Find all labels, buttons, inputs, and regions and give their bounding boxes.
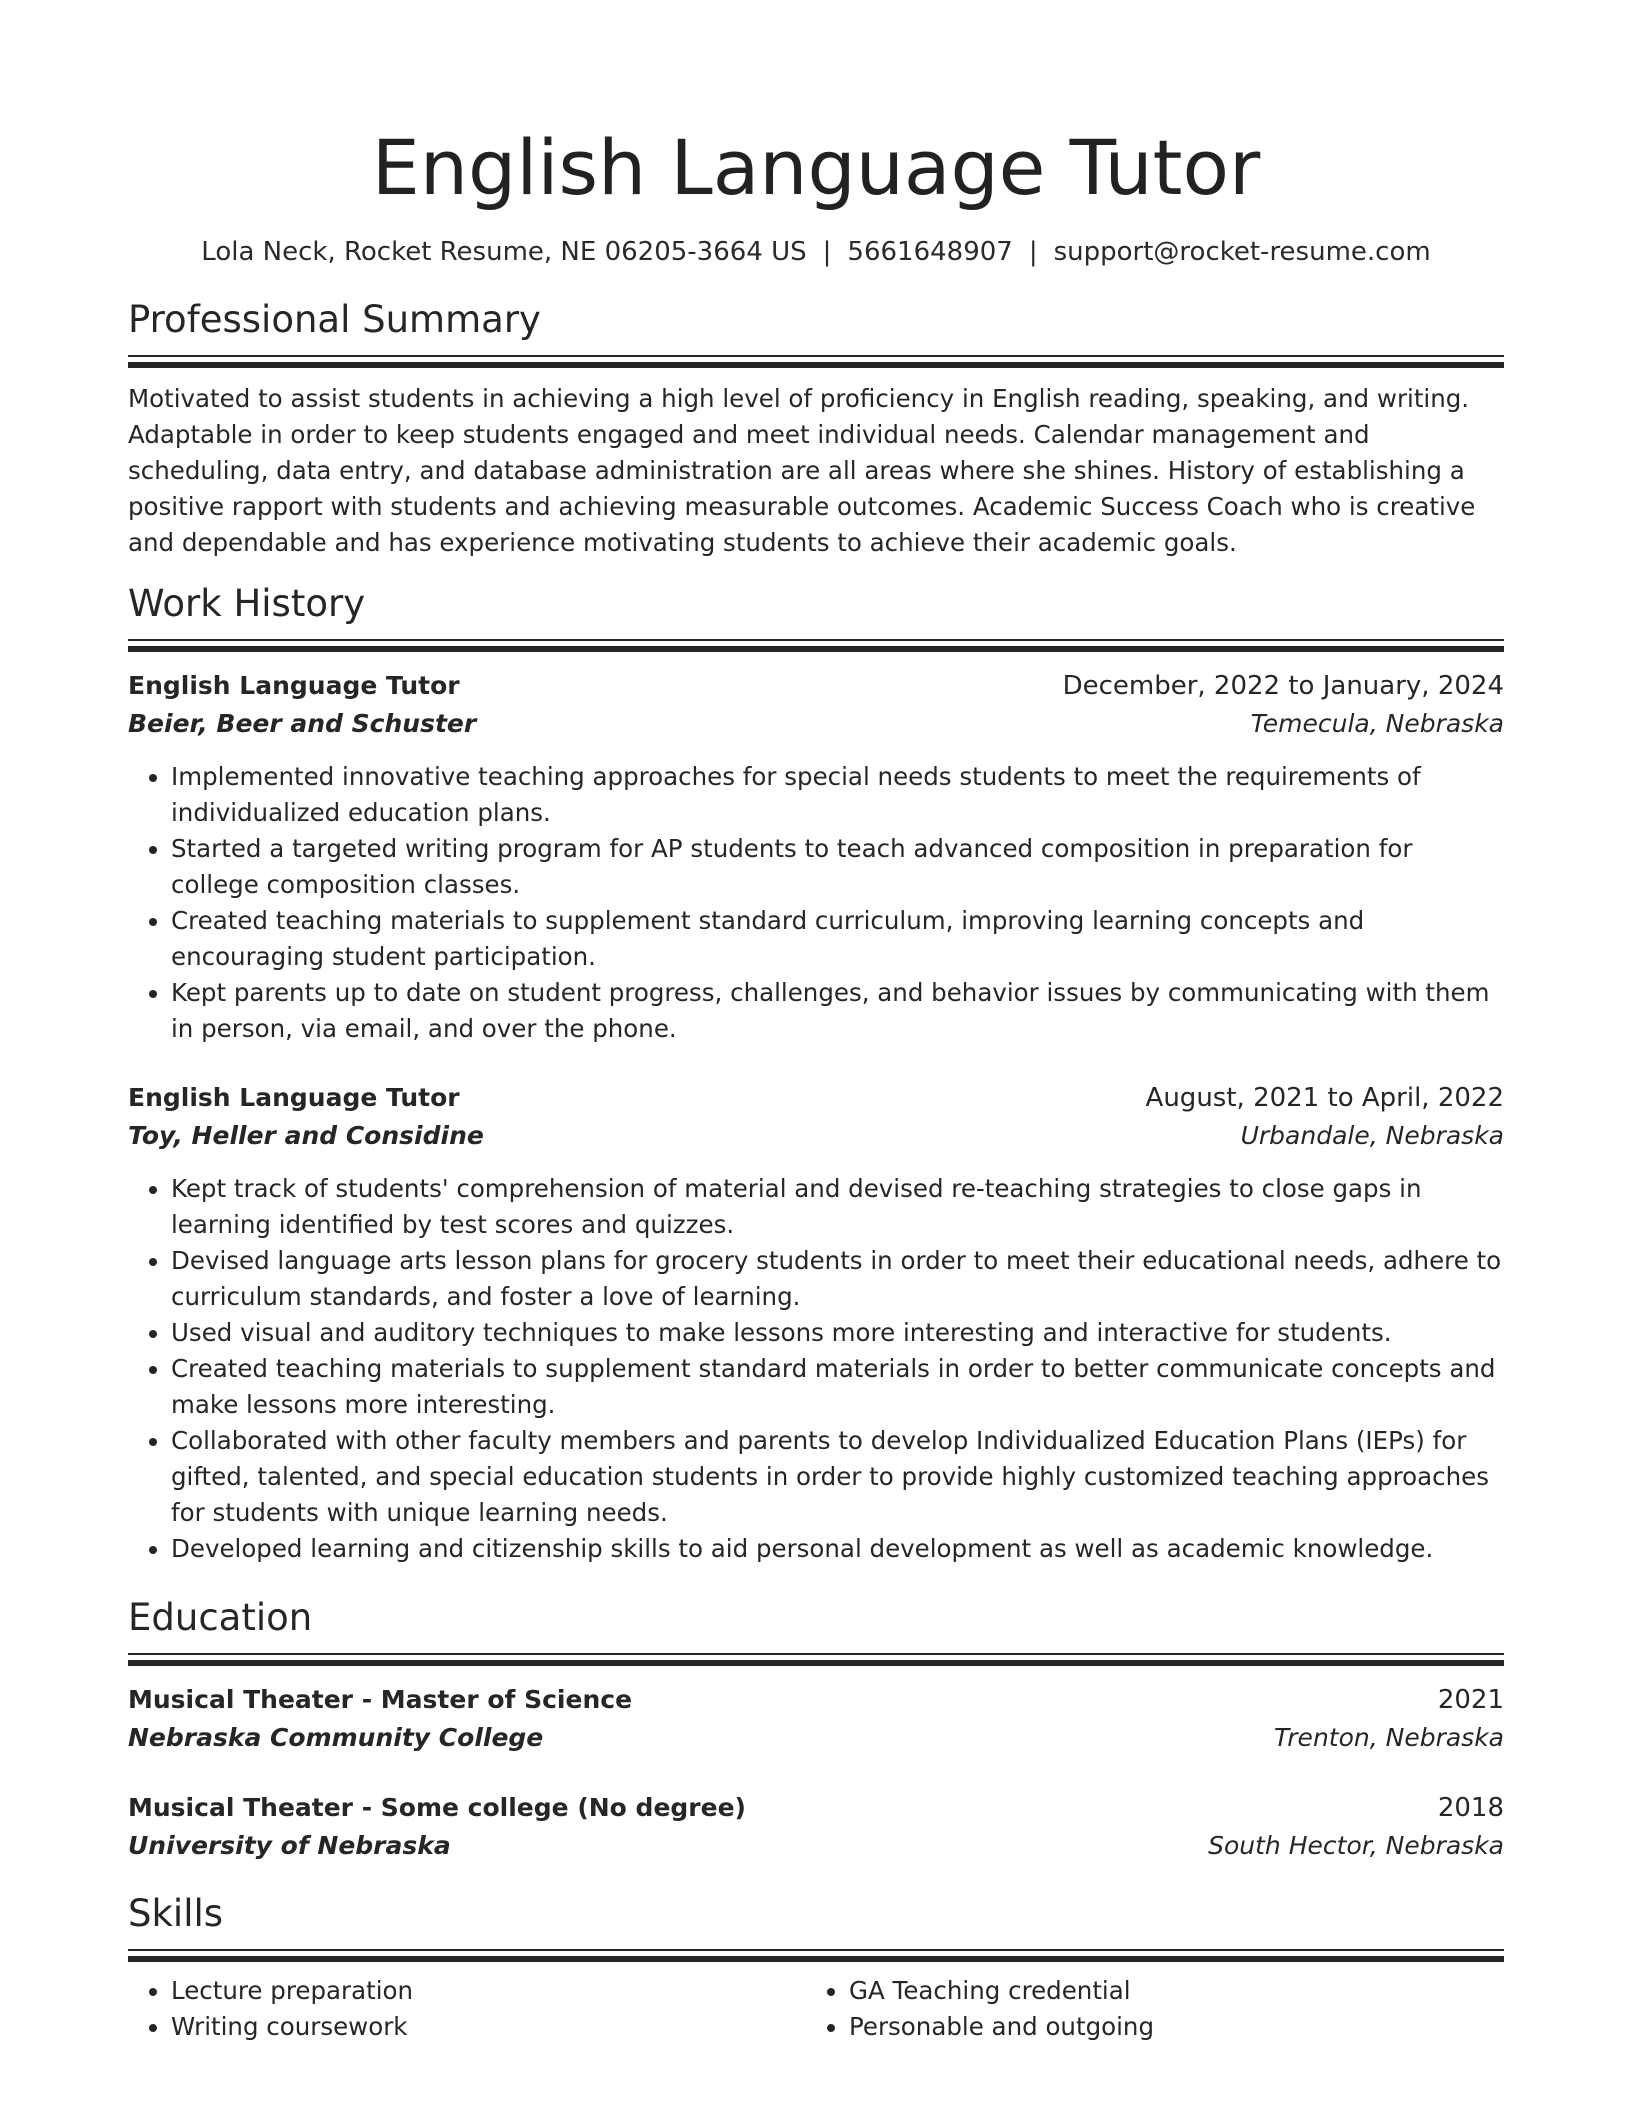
- education-entry: [128, 1681, 1504, 1757]
- skill-item: • GA Teaching credential: [849, 1973, 1484, 2009]
- work-history-section: [128, 579, 1504, 1567]
- list-item: • Implemented innovative teaching approaches for special needs students to meet the requirements of individualized education plans.: [171, 759, 1504, 831]
- list-item: • Used visual and auditory techniques to make lessons more interesting and interactive for students.: [171, 1315, 1504, 1351]
- job-location: Urbandale, Nebraska: [1240, 1121, 1504, 1150]
- education-header-row: [128, 1789, 1504, 1827]
- job-company-row: [128, 1117, 1504, 1155]
- skills-section: [128, 1889, 1504, 2045]
- job-bullet-list: [128, 1171, 1504, 1567]
- education-location: South Hector, Nebraska: [1208, 1831, 1504, 1860]
- job-company-row: [128, 705, 1504, 743]
- job-header-row: [128, 667, 1504, 705]
- skill-item: • Writing coursework: [171, 2009, 806, 2045]
- skills-column-right: [806, 1973, 1484, 2045]
- list-item: • Created teaching materials to supplement standard materials in order to better communicate concepts and make lessons more interesting.: [171, 1351, 1504, 1423]
- skills-column-left: [128, 1973, 806, 2045]
- job-dates: December, 2022 to January, 2024: [1062, 671, 1504, 701]
- contact-separator: |: [822, 237, 832, 267]
- list-item: • Created teaching materials to supplement standard curriculum, improving learning concepts and encouraging student participation.: [171, 903, 1504, 975]
- section-divider: [128, 639, 1504, 653]
- education-school: Nebraska Community College: [128, 1723, 544, 1752]
- education-location: Trenton, Nebraska: [1273, 1723, 1504, 1752]
- list-item: • Collaborated with other faculty members and parents to develop Individualized Education Plans (IEPs) for gifted, talented, and special education students in order to provide highly customized teaching approaches for students with unique learning needs.: [171, 1423, 1504, 1531]
- list-item: • Started a targeted writing program for AP students to teach advanced composition in preparation for college composition classes.: [171, 831, 1504, 903]
- education-year: 2021: [1437, 1685, 1504, 1715]
- contact-address: Lola Neck, Rocket Resume, NE 06205-3664 US: [201, 237, 807, 267]
- education-degree: Musical Theater - Some college (No degree): [128, 1793, 746, 1822]
- education-degree: Musical Theater - Master of Science: [128, 1685, 633, 1714]
- summary-section: [128, 295, 1504, 561]
- job-title: English Language Tutor: [128, 1083, 460, 1112]
- summary-text: Motivated to assist students in achieving a high level of proficiency in English reading, speaking, and writing. Adaptable in order to keep students engaged and meet individual needs. Calendar management and scheduling, data entry, and database administration are all areas where she shines. History of establishing a positive rapport with students and achieving measurable outcomes. Academic Success Coach who is creative and dependable and has experience motivating students to achieve their academic goals.: [128, 384, 1476, 557]
- job-entry: [128, 1079, 1504, 1567]
- education-school-row: [128, 1827, 1504, 1865]
- education-section: [128, 1593, 1504, 1865]
- section-heading: Skills: [128, 1892, 224, 1935]
- section-heading: Professional Summary: [128, 298, 541, 341]
- education-school-row: [128, 1719, 1504, 1757]
- job-title: English Language Tutor: [128, 671, 460, 700]
- resume-title: English Language Tutor: [371, 123, 1261, 212]
- list-item: • Devised language arts lesson plans for grocery students in order to meet their educational needs, adhere to curriculum standards, and foster a love of learning.: [171, 1243, 1504, 1315]
- education-header-row: [128, 1681, 1504, 1719]
- job-header-row: [128, 1079, 1504, 1117]
- resume-page: [128, 0, 1504, 2045]
- job-entry: [128, 667, 1504, 1047]
- skill-item: • Personable and outgoing: [849, 2009, 1484, 2045]
- list-item: • Developed learning and citizenship skills to aid personal development as well as academic knowledge.: [171, 1531, 1504, 1567]
- job-location: Temecula, Nebraska: [1250, 709, 1504, 738]
- skills-grid: [128, 1973, 1504, 2045]
- job-bullet-list: [128, 759, 1504, 1047]
- education-year: 2018: [1437, 1793, 1504, 1823]
- contact-phone: 5661648907: [847, 237, 1013, 267]
- skill-item: • Lecture preparation: [171, 1973, 806, 2009]
- contact-email: support@rocket-resume.com: [1053, 237, 1431, 267]
- list-item: • Kept parents up to date on student progress, challenges, and behavior issues by communicating with them in person, via email, and over the phone.: [171, 975, 1504, 1047]
- section-divider: [128, 355, 1504, 369]
- list-item: • Kept track of students' comprehension of material and devised re-teaching strategies to close gaps in learning identified by test scores and quizzes.: [171, 1171, 1504, 1243]
- education-entry: [128, 1789, 1504, 1865]
- section-divider: [128, 1949, 1504, 1963]
- section-heading: Work History: [128, 582, 366, 625]
- job-company: Toy, Heller and Considine: [128, 1121, 484, 1150]
- contact-line: [128, 234, 1504, 270]
- contact-separator: |: [1028, 237, 1038, 267]
- job-company: Beier, Beer and Schuster: [128, 709, 477, 738]
- education-school: University of Nebraska: [128, 1831, 451, 1860]
- section-divider: [128, 1653, 1504, 1667]
- section-heading: Education: [128, 1596, 313, 1639]
- job-dates: August, 2021 to April, 2022: [1145, 1083, 1504, 1113]
